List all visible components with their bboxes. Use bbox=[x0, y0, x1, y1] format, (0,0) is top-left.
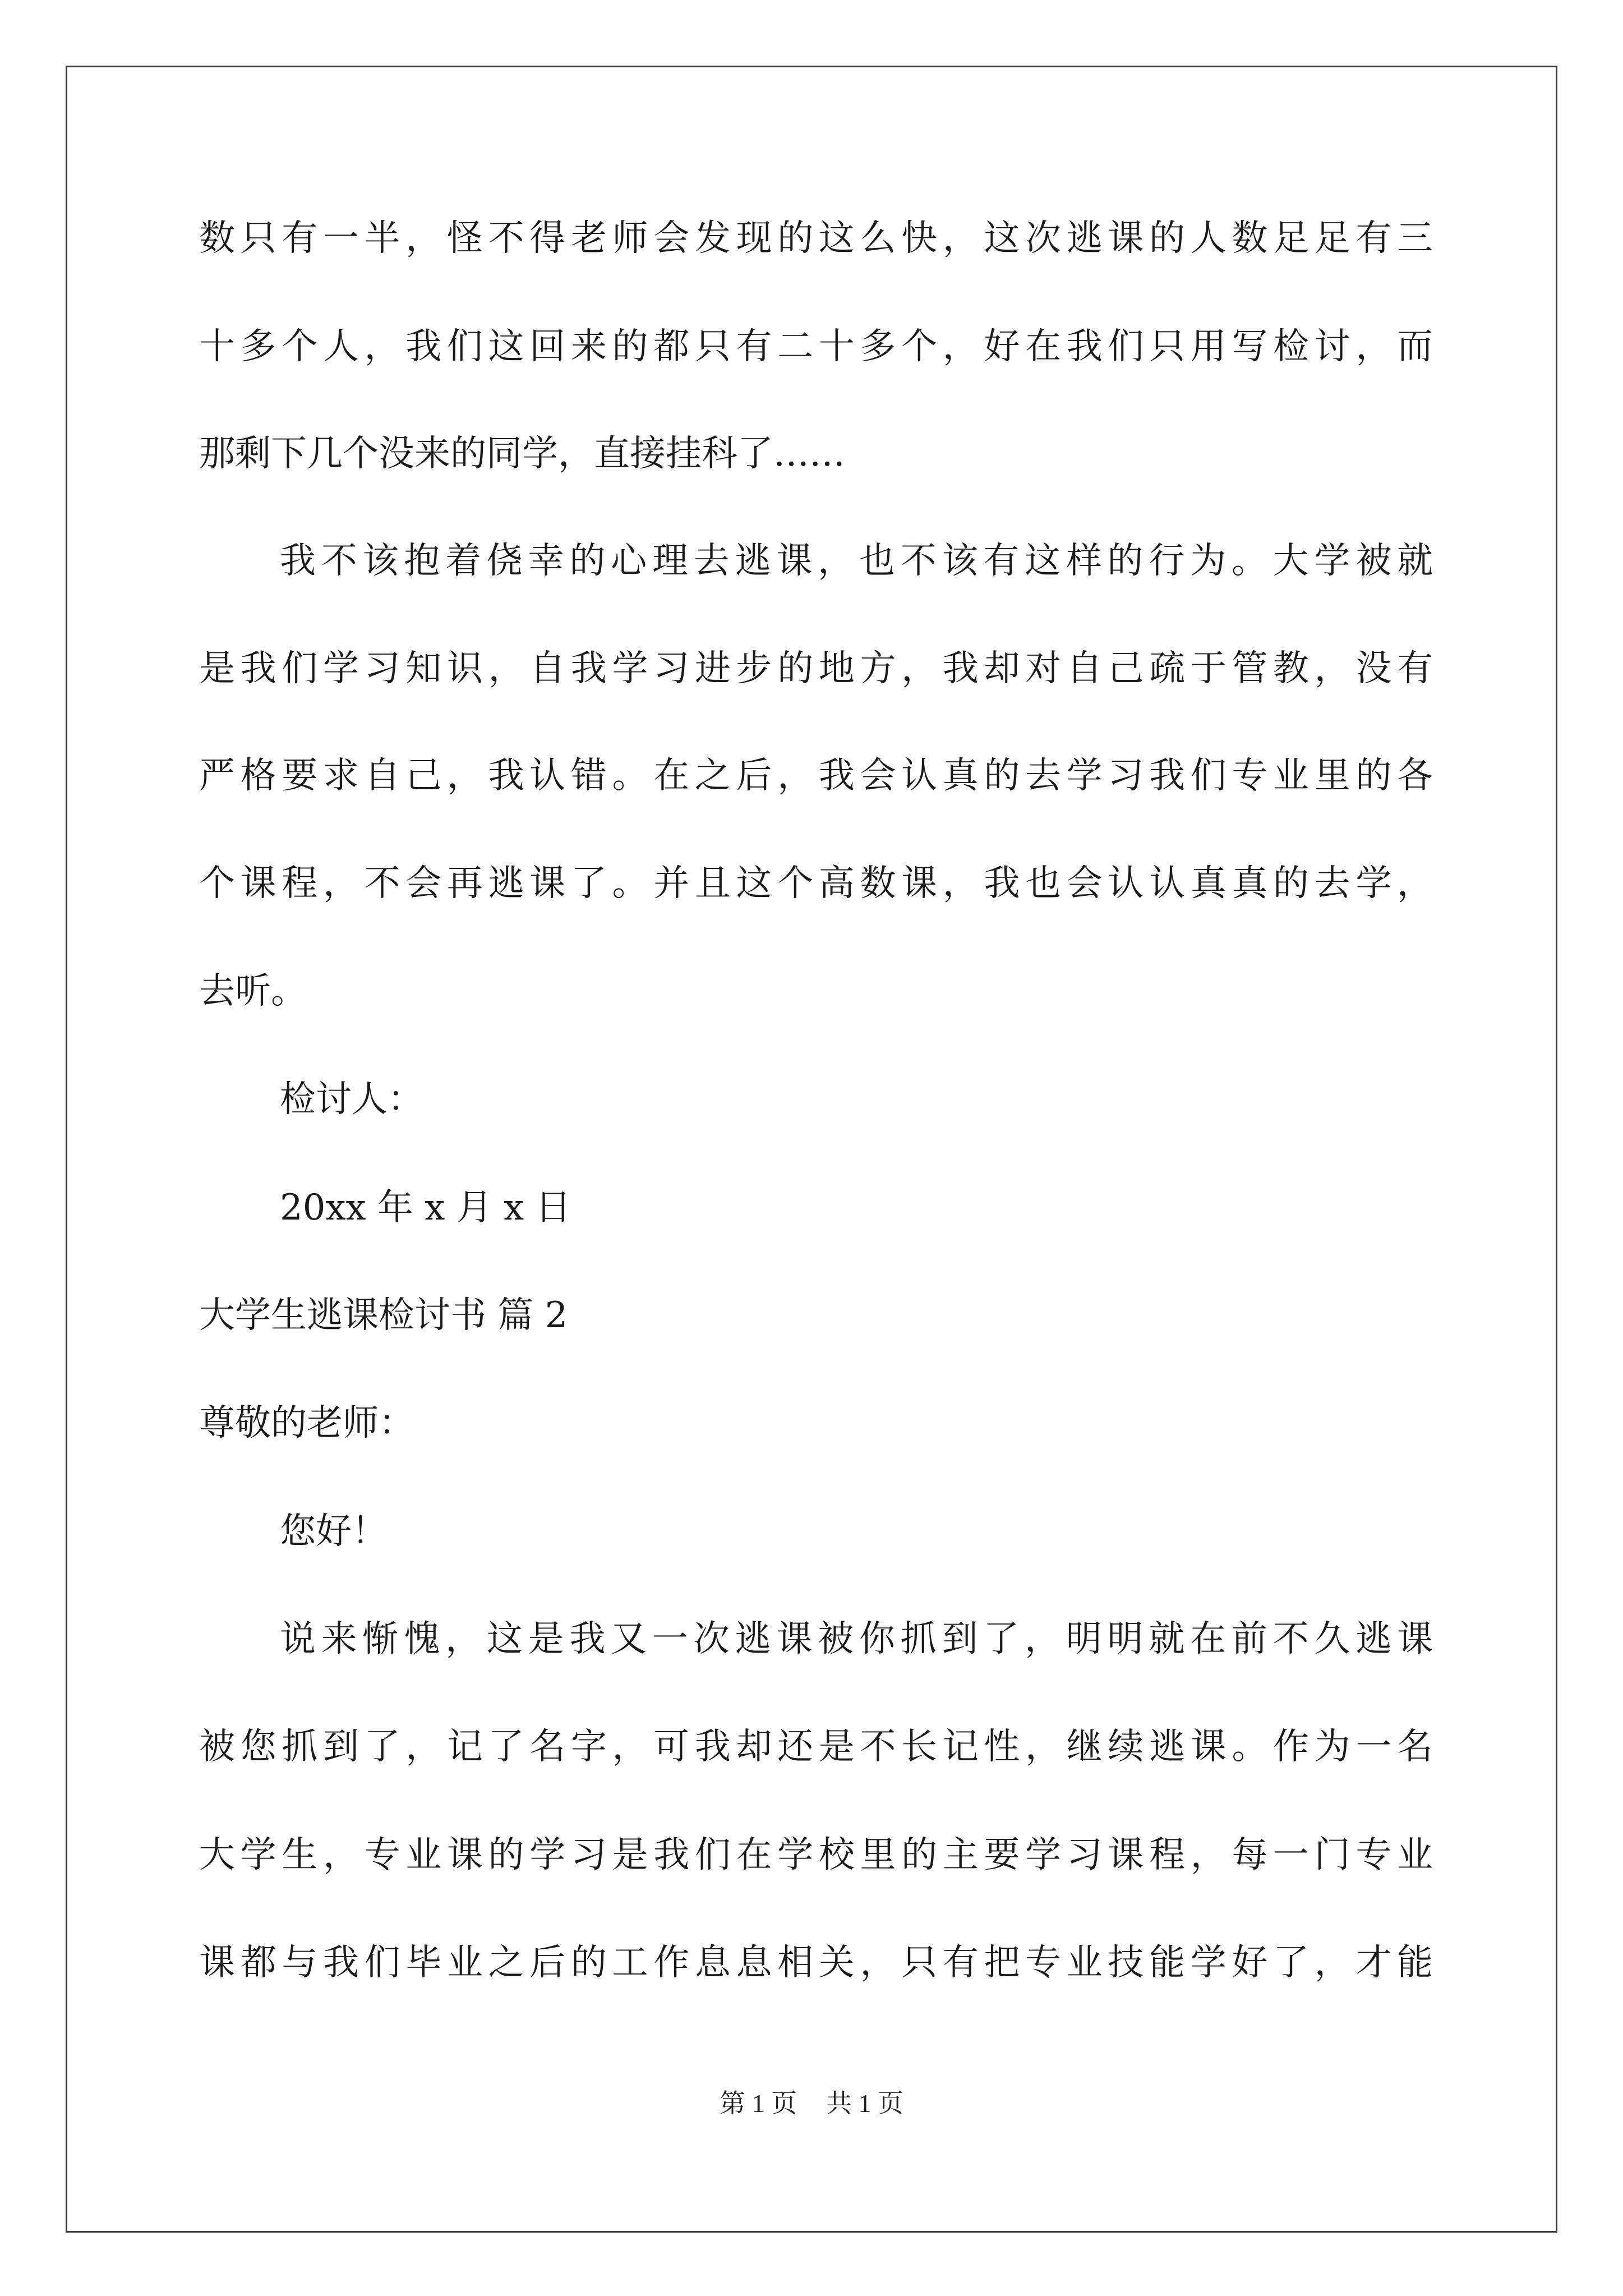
body-line: 个课程，不会再逃课了。并且这个高数课，我也会认认真真的去学， bbox=[199, 863, 1433, 904]
salutation: 尊敬的老师： bbox=[199, 1402, 414, 1444]
page-border bbox=[66, 66, 1557, 2233]
section-heading: 大学生逃课检讨书 篇 2 bbox=[199, 1295, 568, 1336]
body-line: 严格要求自己，我认错。在之后，我会认真的去学习我们专业里的各 bbox=[199, 755, 1433, 797]
page-number: 第 1 页 bbox=[720, 2089, 797, 2118]
paragraph-start-line: 我不该抱着侥幸的心理去逃课，也不该有这样的行为。大学被就 bbox=[280, 540, 1433, 582]
body-line: 去听。 bbox=[199, 970, 307, 1012]
body-line: 十多个人，我们这回来的都只有二十多个，好在我们只用写检讨，而 bbox=[199, 326, 1433, 367]
signature-date: 20xx 年 x 月 x 日 bbox=[280, 1187, 571, 1228]
body-line: 被您抓到了，记了名字，可我却还是不长记性，继续逃课。作为一名 bbox=[199, 1726, 1433, 1768]
greeting: 您好！ bbox=[280, 1511, 388, 1552]
body-line: 大学生，专业课的学习是我们在学校里的主要学习课程，每一门专业 bbox=[199, 1834, 1433, 1876]
page-total: 共 1 页 bbox=[826, 2089, 903, 2118]
body-line: 课都与我们毕业之后的工作息息相关，只有把专业技能学好了，才能 bbox=[199, 1942, 1433, 1984]
paragraph-start-line: 说来惭愧，这是我又一次逃课被你抓到了，明明就在前不久逃课 bbox=[280, 1618, 1433, 1660]
body-line: 是我们学习知识，自我学习进步的地方，我却对自己疏于管教，没有 bbox=[199, 648, 1433, 689]
page-footer bbox=[0, 2087, 1623, 2120]
body-line: 那剩下几个没来的同学，直接挂科了…… bbox=[199, 433, 845, 475]
body-line: 数只有一半，怪不得老师会发现的这么快，这次逃课的人数足足有三 bbox=[199, 218, 1433, 259]
signature-label: 检讨人： bbox=[280, 1079, 423, 1120]
